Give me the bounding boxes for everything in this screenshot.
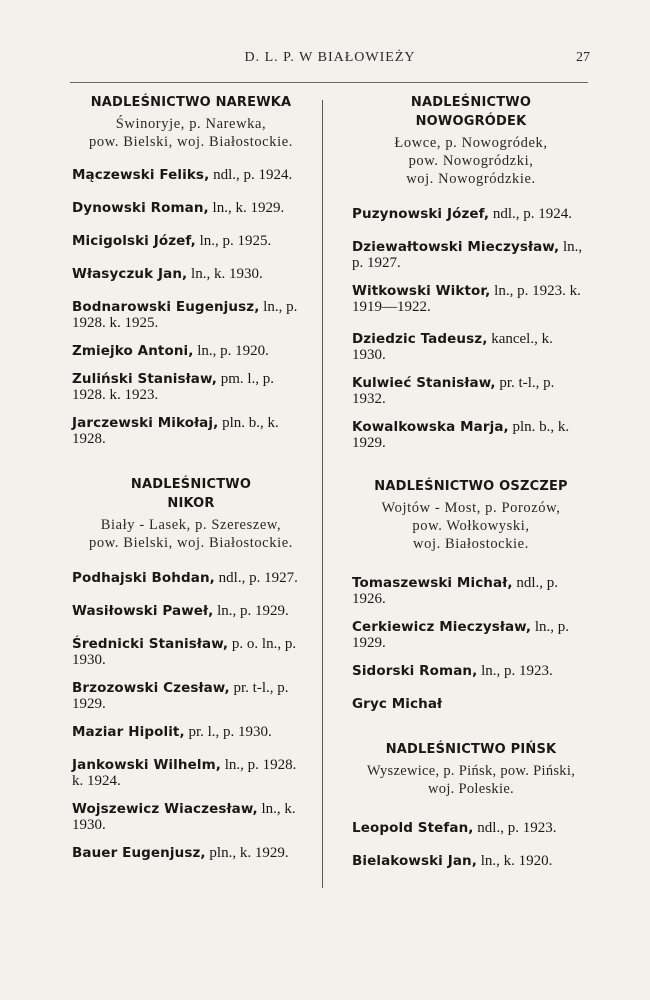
- list-item: [352, 853, 590, 869]
- person-detail: ln., k. 1930.: [72, 801, 296, 833]
- person-detail: ln., p. 1928. k. 1924.: [72, 757, 297, 789]
- section-title-line: NIKOR: [167, 496, 215, 511]
- person-detail: pln., k. 1929.: [205, 845, 289, 861]
- person-detail: pr. t-l., p. 1932.: [352, 375, 555, 407]
- list-item: [352, 696, 590, 712]
- list-item: [72, 757, 310, 789]
- person-name: Micigolski Józef,: [72, 233, 196, 249]
- address-line: woj. Nowogródzkie.: [406, 171, 536, 187]
- person-name: Dziewałtowski Mieczysław,: [352, 239, 560, 255]
- list-item: [72, 570, 310, 586]
- person-detail: ln., k. 1930.: [187, 266, 263, 282]
- person-detail: ln., k. 1920.: [477, 853, 553, 869]
- list-item: [352, 375, 590, 407]
- section-narewka: [72, 93, 310, 447]
- person-detail: ndl., p. 1927.: [214, 570, 298, 586]
- person-name: Bodnarowski Eugenjusz,: [72, 299, 260, 315]
- person-detail: ln., p. 1928. k. 1925.: [72, 299, 298, 331]
- section-oszczep: [352, 477, 590, 712]
- person-name: Puzynowski Józef,: [352, 206, 490, 222]
- address-line: Wojtów - Most, p. Porozów,: [381, 500, 561, 516]
- person-name: Zmiejko Antoni,: [72, 343, 194, 359]
- list-item: [72, 343, 310, 359]
- person-name: Jarczewski Mikołaj,: [72, 415, 219, 431]
- address-line: pow. Bielski, woj. Białostockie.: [89, 134, 293, 150]
- person-name: Jankowski Wilhelm,: [72, 757, 221, 773]
- person-name: Maziar Hipolit,: [72, 724, 185, 740]
- address-line: pow. Nowogródzki,: [408, 153, 534, 169]
- person-detail: ln., p. 1923. k. 1919—1922.: [352, 283, 581, 315]
- person-detail: ndl., p. 1924.: [209, 167, 293, 183]
- list-item: [352, 663, 590, 679]
- list-item: [352, 283, 590, 315]
- section-address: [72, 516, 310, 552]
- person-detail: ndl., p. 1923.: [473, 820, 557, 836]
- address-line: Świnoryje, p. Narewka,: [115, 116, 267, 132]
- entries-list: [72, 167, 310, 447]
- section-address: [352, 134, 590, 188]
- person-name: Gryc Michał: [352, 696, 443, 712]
- person-name: Cerkiewicz Mieczysław,: [352, 619, 532, 635]
- section-title-line: NADLEŚNICTWO: [130, 477, 252, 492]
- person-name: Własyczuk Jan,: [72, 266, 188, 282]
- list-item: [72, 680, 310, 712]
- section-address: [352, 762, 590, 798]
- list-item: [72, 415, 310, 447]
- entries-list: [352, 820, 590, 869]
- person-detail: pln. b., k. 1928.: [72, 415, 279, 447]
- address-line: pow. Wołkowyski,: [412, 518, 530, 534]
- person-name: Średnicki Stanisław,: [72, 636, 229, 652]
- person-name: Witkowski Wiktor,: [352, 283, 491, 299]
- person-detail: pln. b., k. 1929.: [352, 419, 570, 451]
- person-detail: ndl., p. 1924.: [489, 206, 573, 222]
- person-name: Dynowski Roman,: [72, 200, 209, 216]
- person-detail: pm. l., p. 1928. k. 1923.: [72, 371, 275, 403]
- list-item: [352, 239, 590, 271]
- address-line: woj. Poleskie.: [428, 781, 514, 797]
- list-item: [352, 331, 590, 363]
- section-pinsk: [352, 740, 590, 869]
- person-detail: pr. t-l., p. 1929.: [72, 680, 289, 712]
- address-line: pow. Bielski, woj. Białostockie.: [89, 535, 293, 551]
- person-name: Kowalkowska Marja,: [352, 419, 509, 435]
- list-item: [72, 371, 310, 403]
- list-item: [352, 820, 590, 836]
- list-item: [72, 200, 310, 216]
- running-head: [70, 50, 590, 72]
- address-line: Wyszewice, p. Pińsk, pow. Piński,: [366, 763, 576, 779]
- person-name: Leopold Stefan,: [352, 820, 474, 836]
- section-title: [72, 475, 310, 513]
- person-detail: ln., k. 1929.: [208, 200, 285, 216]
- entries-list: [352, 575, 590, 712]
- list-item: [352, 206, 590, 222]
- person-detail: p. o. ln., p. 1930.: [72, 636, 297, 668]
- list-item: [72, 845, 310, 861]
- person-name: Podhajski Bohdan,: [72, 570, 215, 586]
- section-title: [352, 93, 590, 131]
- address-line: Biały - Lasek, p. Szereszew,: [100, 517, 282, 533]
- list-item: [352, 575, 590, 607]
- person-name: Wojszewicz Wiaczesław,: [72, 801, 258, 817]
- person-name: Kulwieć Stanisław,: [352, 375, 496, 391]
- section-address: [352, 499, 590, 553]
- list-item: [72, 724, 310, 740]
- person-name: Bauer Eugenjusz,: [72, 845, 206, 861]
- person-name: Brzozowski Czesław,: [72, 680, 230, 696]
- address-line: woj. Białostockie.: [413, 536, 529, 552]
- list-item: [72, 636, 310, 668]
- person-detail: kancel., k. 1930.: [352, 331, 553, 363]
- section-title: NADLEŚNICTWO NAREWKA: [90, 95, 292, 110]
- person-name: Mączewski Feliks,: [72, 167, 210, 183]
- person-detail: ln., p. 1929.: [352, 619, 570, 651]
- person-name: Tomaszewski Michał,: [352, 575, 513, 591]
- entries-list: [352, 206, 590, 451]
- list-item: [72, 299, 310, 331]
- list-item: [352, 419, 590, 451]
- section-address: [72, 115, 310, 151]
- header-rule: [70, 82, 588, 83]
- right-column: [352, 93, 590, 881]
- person-detail: ln., p. 1923.: [477, 663, 553, 679]
- entries-list: [72, 570, 310, 861]
- person-detail: pr. l., p. 1930.: [184, 724, 272, 740]
- person-detail: ndl., p. 1926.: [352, 575, 558, 607]
- person-detail: ln., p. 1929.: [213, 603, 289, 619]
- section-title-line: NOWOGRÓDEK: [415, 114, 527, 129]
- list-item: [72, 233, 310, 249]
- person-detail: ln., p. 1925.: [195, 233, 272, 249]
- list-item: [72, 603, 310, 619]
- section-title-line: NADLEŚNICTWO: [410, 95, 532, 110]
- section-title: NADLEŚNICTWO OSZCZEP: [374, 479, 568, 494]
- person-detail: ln., p. 1920.: [193, 343, 269, 359]
- person-name: Wasiłowski Paweł,: [72, 603, 214, 619]
- person-name: Sidorski Roman,: [352, 663, 478, 679]
- list-item: [352, 619, 590, 651]
- person-detail: ln., p. 1927.: [352, 239, 583, 271]
- section-title: NADLEŚNICTWO PIŃSK: [385, 742, 557, 757]
- page-number: 27: [576, 50, 590, 65]
- person-name: Dziedzic Tadeusz,: [352, 331, 488, 347]
- left-column: [72, 93, 310, 873]
- person-name: Zuliński Stanisław,: [72, 371, 217, 387]
- list-item: [72, 801, 310, 833]
- section-nikor: [72, 475, 310, 861]
- list-item: [72, 266, 310, 282]
- column-divider: [322, 100, 323, 888]
- running-title: D. L. P. W BIAŁOWIEŻY: [244, 50, 416, 65]
- list-item: [72, 167, 310, 183]
- person-name: Bielakowski Jan,: [352, 853, 477, 869]
- address-line: Łowce, p. Nowogródek,: [394, 135, 548, 151]
- section-nowogrodek: [352, 93, 590, 451]
